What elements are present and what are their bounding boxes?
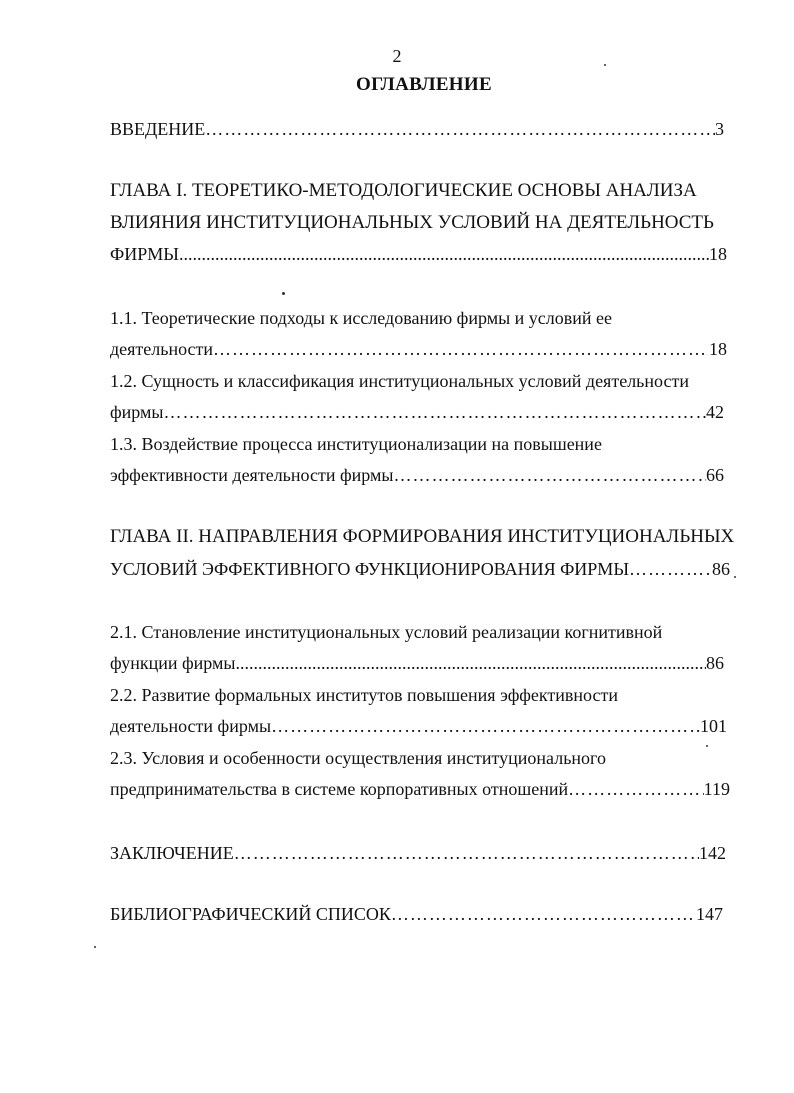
dot-leader: [213, 337, 709, 361]
entry-text: предпринимательства в системе корпоративных отношений: [110, 779, 569, 799]
scan-speck: [282, 292, 285, 295]
toc-entry-section-2-1[interactable]: [110, 651, 724, 675]
dot-leader: [271, 714, 700, 738]
section-1-1-line1[interactable]: 1.1. Теоретические подходы к исследованию фирмы и условий ее: [110, 308, 613, 328]
entry-page: 86: [706, 653, 724, 673]
section-2-1-line1[interactable]: 2.1. Становление институциональных условий реализации когнитивной: [110, 622, 663, 642]
dot-leader: [234, 841, 699, 865]
dot-leader: [629, 557, 712, 581]
toc-entry-section-2-3[interactable]: [110, 777, 730, 801]
entry-text: эффективности деятельности фирмы: [110, 465, 394, 485]
toc-entry-section-1-2[interactable]: [110, 400, 724, 424]
entry-text: БИБЛИОГРАФИЧЕСКИЙ СПИСОК: [110, 904, 391, 924]
entry-page: 142: [699, 843, 726, 863]
entry-page: 101: [700, 716, 727, 736]
scan-speck: [604, 64, 606, 66]
chapter2-heading-line1[interactable]: ГЛАВА II. НАПРАВЛЕНИЯ ФОРМИРОВАНИЯ ИНСТИТУЦИОНАЛЬНЫХ: [110, 526, 735, 547]
entry-page: 42: [706, 402, 724, 422]
chapter1-heading-line2[interactable]: ВЛИЯНИЯ ИНСТИТУЦИОНАЛЬНЫХ УСЛОВИЙ НА ДЕЯТЕЛЬНОСТЬ: [110, 212, 714, 233]
toc-entry-chapter2[interactable]: [110, 557, 730, 581]
section-2-3-line1[interactable]: 2.3. Условия и особенности осуществления институционального: [110, 748, 606, 768]
toc-entry-section-2-2[interactable]: [110, 714, 727, 738]
entry-text: ФИРМЫ: [110, 244, 179, 264]
toc-entry-introduction[interactable]: [110, 117, 724, 141]
toc-title: ОГЛАВЛЕНИЕ: [356, 74, 492, 95]
dot-leader: [205, 117, 715, 141]
entry-text: ЗАКЛЮЧЕНИЕ: [110, 843, 234, 863]
section-2-2-line1[interactable]: 2.2. Развитие формальных институтов повышения эффективности: [110, 685, 618, 705]
dot-leader: [179, 242, 709, 266]
dot-leader: [236, 651, 707, 675]
toc-entry-bibliography[interactable]: [110, 902, 723, 926]
entry-text: УСЛОВИЙ ЭФФЕКТИВНОГО ФУНКЦИОНИРОВАНИЯ ФИРМЫ: [110, 559, 630, 579]
entry-text: деятельности фирмы: [110, 716, 272, 736]
entry-page: 147: [696, 904, 723, 924]
toc-entry-section-1-3[interactable]: [110, 463, 724, 487]
entry-text: функции фирмы: [110, 653, 236, 673]
scan-speck: [734, 576, 736, 578]
entry-page: 18: [709, 339, 727, 359]
section-1-2-line1[interactable]: 1.2. Сущность и классификация институциональных условий деятельности: [110, 371, 689, 391]
toc-entry-section-1-1[interactable]: [110, 337, 727, 361]
entry-text: фирмы: [110, 402, 164, 422]
scan-speck: [94, 946, 96, 948]
scan-speck: [706, 745, 708, 747]
page-number: 2: [392, 46, 402, 66]
entry-text: ВВЕДЕНИЕ: [110, 119, 206, 139]
entry-page: 3: [715, 119, 724, 139]
entry-page: 86: [712, 559, 730, 579]
toc-entry-chapter1[interactable]: [110, 242, 727, 266]
entry-text: деятельности: [110, 339, 214, 359]
entry-page: 18: [709, 244, 727, 264]
toc-entry-conclusion[interactable]: [110, 841, 726, 865]
entry-page: 66: [706, 465, 724, 485]
section-1-3-line1[interactable]: 1.3. Воздействие процесса институционализации на повышение: [110, 434, 602, 454]
dot-leader: [164, 400, 706, 424]
entry-page: 119: [703, 779, 730, 799]
dot-leader: [568, 777, 704, 801]
dot-leader: [393, 463, 706, 487]
chapter1-heading-line1[interactable]: ГЛАВА I. ТЕОРЕТИКО-МЕТОДОЛОГИЧЕСКИЕ ОСНОВЫ АНАЛИЗА: [110, 180, 697, 201]
dot-leader: [391, 902, 696, 926]
